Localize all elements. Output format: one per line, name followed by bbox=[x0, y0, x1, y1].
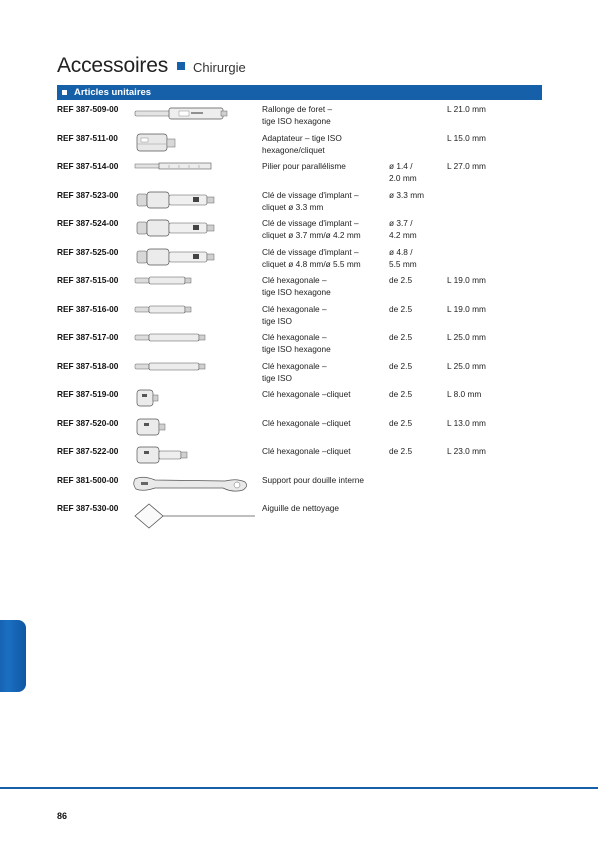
item-diameter: de 2.5 bbox=[389, 418, 413, 428]
item-description: Aiguille de nettoyage bbox=[262, 503, 340, 513]
table-row bbox=[57, 104, 542, 130]
hex-key-icon bbox=[133, 303, 257, 325]
item-ref: REF 387-517-00 bbox=[57, 332, 119, 342]
item-diameter: de 2.5 bbox=[389, 389, 413, 399]
item-length: L 19.0 mm bbox=[447, 275, 486, 285]
item-ref: REF 387-523-00 bbox=[57, 190, 119, 200]
item-ref: REF 387-520-00 bbox=[57, 418, 119, 428]
table-row bbox=[57, 247, 542, 273]
item-ref: REF 387-525-00 bbox=[57, 247, 119, 257]
item-ref: REF 387-509-00 bbox=[57, 104, 119, 114]
section-label: Articles unitaires bbox=[74, 87, 152, 98]
item-ref: REF 387-516-00 bbox=[57, 304, 119, 314]
item-diameter: de 2.5 bbox=[389, 275, 413, 285]
item-description: Rallonge de foret – tige ISO hexagone bbox=[262, 104, 333, 126]
item-description: Clé hexagonale –cliquet bbox=[262, 446, 351, 456]
cleaning-needle-icon bbox=[133, 502, 257, 532]
item-diameter: de 2.5 bbox=[389, 361, 413, 371]
item-diameter: ø 3.7 / 4.2 mm bbox=[389, 218, 417, 240]
table-row bbox=[57, 446, 542, 472]
drill-extension-icon bbox=[133, 103, 257, 125]
item-description: Clé de vissage d'implant – cliquet ø 3.3 mm bbox=[262, 190, 359, 212]
item-length: L 21.0 mm bbox=[447, 104, 486, 114]
item-ref: REF 387-511-00 bbox=[57, 133, 118, 143]
item-ref: REF 381-500-00 bbox=[57, 475, 119, 485]
section-square-icon bbox=[62, 90, 67, 95]
item-length: L 25.0 mm bbox=[447, 361, 486, 371]
page-header bbox=[57, 54, 246, 78]
item-ref: REF 387-518-00 bbox=[57, 361, 119, 371]
item-diameter: ø 4.8 / 5.5 mm bbox=[389, 247, 417, 269]
page-subtitle: Chirurgie bbox=[193, 60, 246, 75]
table-row bbox=[57, 133, 542, 159]
item-length: L 19.0 mm bbox=[447, 304, 486, 314]
item-description: Pilier pour parallélisme bbox=[262, 161, 346, 171]
implant-driver-icon bbox=[133, 246, 257, 268]
hex-key-ratchet-icon bbox=[133, 388, 257, 410]
item-ref: REF 387-524-00 bbox=[57, 218, 119, 228]
table-row bbox=[57, 503, 542, 529]
hex-key-ratchet-icon bbox=[133, 445, 257, 467]
implant-driver-icon bbox=[133, 189, 257, 211]
item-description: Clé hexagonale –cliquet bbox=[262, 389, 351, 399]
item-ref: REF 387-530-00 bbox=[57, 503, 119, 513]
implant-driver-icon bbox=[133, 217, 257, 239]
item-description: Clé hexagonale –cliquet bbox=[262, 418, 351, 428]
hex-key-ratchet-icon bbox=[133, 417, 257, 439]
page-title: Accessoires bbox=[57, 54, 169, 77]
adapter-icon bbox=[133, 132, 257, 154]
item-description: Clé de vissage d'implant – cliquet ø 4.8 mm/ø 5.5 mm bbox=[262, 247, 361, 269]
page-number: 86 bbox=[57, 811, 68, 821]
item-description: Adaptateur – tige ISO hexagone/cliquet bbox=[262, 133, 342, 155]
table-row bbox=[57, 361, 542, 387]
table-row bbox=[57, 475, 542, 501]
parallel-pin-icon bbox=[133, 160, 257, 182]
item-length: L 27.0 mm bbox=[447, 161, 486, 171]
item-ref: REF 387-522-00 bbox=[57, 446, 119, 456]
item-length: L 8.0 mm bbox=[447, 389, 482, 399]
hex-key-icon bbox=[133, 274, 257, 296]
socket-holder-icon bbox=[133, 474, 257, 496]
table-row bbox=[57, 332, 542, 358]
item-description: Clé hexagonale – tige ISO hexagone bbox=[262, 275, 331, 297]
item-description: Support pour douille interne bbox=[262, 475, 364, 485]
hex-key-icon bbox=[133, 331, 257, 353]
item-diameter: de 2.5 bbox=[389, 446, 413, 456]
chapter-tab bbox=[0, 620, 26, 692]
item-length: L 13.0 mm bbox=[447, 418, 486, 428]
item-ref: REF 387-519-00 bbox=[57, 389, 119, 399]
item-length: L 25.0 mm bbox=[447, 332, 486, 342]
title-square-icon bbox=[177, 62, 185, 70]
item-description: Clé hexagonale – tige ISO bbox=[262, 304, 327, 326]
table-row bbox=[57, 304, 542, 330]
item-diameter: de 2.5 bbox=[389, 332, 413, 342]
item-diameter: ø 3.3 mm bbox=[389, 190, 425, 200]
footer-divider bbox=[0, 787, 598, 789]
item-ref: REF 387-514-00 bbox=[57, 161, 119, 171]
item-description: Clé hexagonale – tige ISO hexagone bbox=[262, 332, 331, 354]
section-header bbox=[57, 85, 542, 100]
table-row bbox=[57, 389, 542, 415]
item-diameter: de 2.5 bbox=[389, 304, 413, 314]
item-description: Clé hexagonale – tige ISO bbox=[262, 361, 327, 383]
table-row bbox=[57, 218, 542, 244]
item-length: L 23.0 mm bbox=[447, 446, 486, 456]
item-description: Clé de vissage d'implant – cliquet ø 3.7 mm/ø 4.2 mm bbox=[262, 218, 361, 240]
table-row bbox=[57, 190, 542, 216]
item-ref: REF 387-515-00 bbox=[57, 275, 119, 285]
item-length: L 15.0 mm bbox=[447, 133, 486, 143]
table-row bbox=[57, 161, 542, 187]
table-row bbox=[57, 418, 542, 444]
table-row bbox=[57, 275, 542, 301]
item-diameter: ø 1.4 / 2.0 mm bbox=[389, 161, 417, 183]
hex-key-icon bbox=[133, 360, 257, 382]
